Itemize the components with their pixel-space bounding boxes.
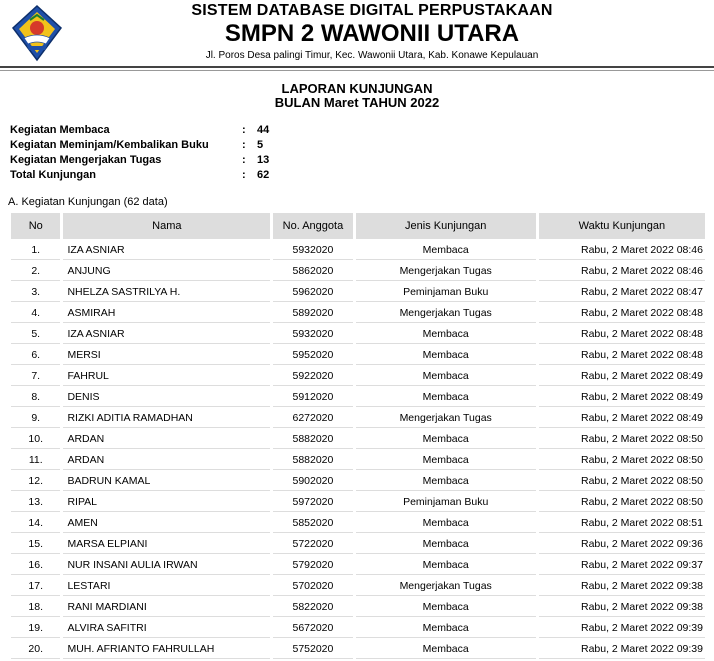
cell-waktu: Rabu, 2 Maret 2022 08:46 xyxy=(539,262,705,281)
table-row xyxy=(11,472,705,491)
cell-nama: ASMIRAH xyxy=(63,304,270,323)
cell-no: 15. xyxy=(11,535,60,554)
cell-jenis: Membaca xyxy=(356,325,536,344)
table-row xyxy=(11,535,705,554)
cell-nama: IZA ASNIAR xyxy=(63,241,270,260)
letterhead xyxy=(0,0,714,66)
cell-anggota: 5972020 xyxy=(273,493,352,512)
report-title: LAPORAN KUNJUNGAN xyxy=(281,81,433,96)
cell-nama: RANI MARDIANI xyxy=(63,598,270,617)
cell-anggota: 5852020 xyxy=(273,514,352,533)
cell-anggota: 5862020 xyxy=(273,262,352,281)
cell-waktu: Rabu, 2 Maret 2022 08:49 xyxy=(539,388,705,407)
cell-jenis: Peminjaman Buku xyxy=(356,493,536,512)
cell-nama: AMEN xyxy=(63,514,270,533)
table-row xyxy=(11,262,705,281)
cell-anggota: 5962020 xyxy=(273,283,352,302)
cell-no: 2. xyxy=(11,262,60,281)
cell-nama: DENIS xyxy=(63,388,270,407)
cell-no: 20. xyxy=(11,640,60,659)
table-row xyxy=(11,556,705,575)
visits-table xyxy=(8,211,708,661)
cell-anggota: 5932020 xyxy=(273,325,352,344)
cell-nama: ALVIRA SAFITRI xyxy=(63,619,270,638)
cell-no: 18. xyxy=(11,598,60,617)
summary-label: Kegiatan Meminjam/Kembalikan Buku xyxy=(10,139,209,151)
table-row xyxy=(11,367,705,386)
cell-waktu: Rabu, 2 Maret 2022 08:48 xyxy=(539,346,705,365)
cell-waktu: Rabu, 2 Maret 2022 08:50 xyxy=(539,493,705,512)
summary-colon: : xyxy=(242,154,246,166)
cell-waktu: Rabu, 2 Maret 2022 08:50 xyxy=(539,451,705,470)
cell-jenis: Mengerjakan Tugas xyxy=(356,577,536,596)
cell-anggota: 5672020 xyxy=(273,619,352,638)
cell-waktu: Rabu, 2 Maret 2022 08:46 xyxy=(539,241,705,260)
table-row xyxy=(11,514,705,533)
cell-nama: MUH. AFRIANTO FAHRULLAH xyxy=(63,640,270,659)
cell-no: 13. xyxy=(11,493,60,512)
cell-jenis: Peminjaman Buku xyxy=(356,283,536,302)
cell-jenis: Mengerjakan Tugas xyxy=(356,409,536,428)
cell-no: 7. xyxy=(11,367,60,386)
cell-waktu: Rabu, 2 Maret 2022 09:38 xyxy=(539,598,705,617)
cell-anggota: 5922020 xyxy=(273,367,352,386)
cell-waktu: Rabu, 2 Maret 2022 09:39 xyxy=(539,619,705,638)
column-header-nama: Nama xyxy=(63,213,270,239)
cell-jenis: Membaca xyxy=(356,514,536,533)
cell-no: 6. xyxy=(11,346,60,365)
school-name: SMPN 2 WAWONII UTARA xyxy=(224,20,520,47)
cell-jenis: Mengerjakan Tugas xyxy=(356,304,536,323)
table-row xyxy=(11,598,705,617)
table-row xyxy=(11,283,705,302)
cell-no: 5. xyxy=(11,325,60,344)
cell-jenis: Membaca xyxy=(356,619,536,638)
cell-waktu: Rabu, 2 Maret 2022 08:48 xyxy=(539,325,705,344)
summary-value: 44 xyxy=(257,124,270,136)
cell-jenis: Membaca xyxy=(356,451,536,470)
cell-no: 9. xyxy=(11,409,60,428)
cell-anggota: 5952020 xyxy=(273,346,352,365)
table-row xyxy=(11,493,705,512)
cell-anggota: 5882020 xyxy=(273,451,352,470)
cell-nama: BADRUN KAMAL xyxy=(63,472,270,491)
cell-no: 19. xyxy=(11,619,60,638)
table-row xyxy=(11,388,705,407)
cell-nama: FAHRUL xyxy=(63,367,270,386)
header-divider xyxy=(0,66,714,68)
cell-nama: NUR INSANI AULIA IRWAN xyxy=(63,556,270,575)
cell-nama: IZA ASNIAR xyxy=(63,325,270,344)
cell-nama: ARDAN xyxy=(63,430,270,449)
cell-nama: RIPAL xyxy=(63,493,270,512)
cell-no: 10. xyxy=(11,430,60,449)
cell-waktu: Rabu, 2 Maret 2022 09:38 xyxy=(539,577,705,596)
cell-waktu: Rabu, 2 Maret 2022 09:36 xyxy=(539,535,705,554)
cell-waktu: Rabu, 2 Maret 2022 08:49 xyxy=(539,409,705,428)
cell-anggota: 5722020 xyxy=(273,535,352,554)
table-row xyxy=(11,451,705,470)
report-period: BULAN Maret TAHUN 2022 xyxy=(274,95,440,110)
table-row xyxy=(11,325,705,344)
cell-anggota: 5702020 xyxy=(273,577,352,596)
cell-anggota: 5932020 xyxy=(273,241,352,260)
cell-waktu: Rabu, 2 Maret 2022 09:37 xyxy=(539,556,705,575)
cell-no: 4. xyxy=(11,304,60,323)
table-row xyxy=(11,241,705,260)
column-header-jenis: Jenis Kunjungan xyxy=(356,213,536,239)
cell-anggota: 6272020 xyxy=(273,409,352,428)
cell-jenis: Membaca xyxy=(356,556,536,575)
cell-jenis: Membaca xyxy=(356,430,536,449)
cell-waktu: Rabu, 2 Maret 2022 08:49 xyxy=(539,367,705,386)
cell-anggota: 5912020 xyxy=(273,388,352,407)
column-header-no: No xyxy=(11,213,60,239)
cell-nama: ANJUNG xyxy=(63,262,270,281)
cell-nama: LESTARI xyxy=(63,577,270,596)
cell-waktu: Rabu, 2 Maret 2022 08:50 xyxy=(539,430,705,449)
school-address: Jl. Poros Desa palingi Timur, Kec. Wawonii Utara, Kab. Konawe Kepulauan xyxy=(205,50,539,61)
cell-no: 1. xyxy=(11,241,60,260)
cell-jenis: Membaca xyxy=(356,346,536,365)
cell-jenis: Membaca xyxy=(356,640,536,659)
cell-nama: RIZKI ADITIA RAMADHAN xyxy=(63,409,270,428)
cell-waktu: Rabu, 2 Maret 2022 08:47 xyxy=(539,283,705,302)
cell-no: 17. xyxy=(11,577,60,596)
cell-no: 8. xyxy=(11,388,60,407)
cell-jenis: Membaca xyxy=(356,388,536,407)
column-header-waktu: Waktu Kunjungan xyxy=(539,213,705,239)
cell-anggota: 5882020 xyxy=(273,430,352,449)
cell-waktu: Rabu, 2 Maret 2022 09:39 xyxy=(539,640,705,659)
summary-label: Kegiatan Mengerjakan Tugas xyxy=(10,154,162,166)
cell-no: 16. xyxy=(11,556,60,575)
cell-jenis: Membaca xyxy=(356,598,536,617)
summary-colon: : xyxy=(242,139,246,151)
cell-nama: MARSA ELPIANI xyxy=(63,535,270,554)
table-header-row xyxy=(11,213,705,239)
table-row xyxy=(11,430,705,449)
cell-jenis: Membaca xyxy=(356,367,536,386)
column-header-anggota: No. Anggota xyxy=(273,213,352,239)
summary-colon: : xyxy=(242,124,246,136)
cell-jenis: Membaca xyxy=(356,472,536,491)
table-row xyxy=(11,619,705,638)
cell-no: 11. xyxy=(11,451,60,470)
table-row xyxy=(11,577,705,596)
cell-jenis: Membaca xyxy=(356,535,536,554)
table-row xyxy=(11,346,705,365)
cell-anggota: 5752020 xyxy=(273,640,352,659)
summary-value: 62 xyxy=(257,169,270,181)
cell-waktu: Rabu, 2 Maret 2022 08:48 xyxy=(539,304,705,323)
cell-nama: MERSI xyxy=(63,346,270,365)
cell-waktu: Rabu, 2 Maret 2022 08:51 xyxy=(539,514,705,533)
cell-nama: ARDAN xyxy=(63,451,270,470)
cell-anggota: 5892020 xyxy=(273,304,352,323)
summary-colon: : xyxy=(242,169,246,181)
cell-nama: NHELZA SASTRILYA H. xyxy=(63,283,270,302)
cell-anggota: 5822020 xyxy=(273,598,352,617)
cell-no: 3. xyxy=(11,283,60,302)
cell-jenis: Mengerjakan Tugas xyxy=(356,262,536,281)
summary-value: 13 xyxy=(257,154,270,166)
table-row xyxy=(11,409,705,428)
section-title: A. Kegiatan Kunjungan (62 data) xyxy=(8,196,168,208)
cell-no: 14. xyxy=(11,514,60,533)
system-title: SISTEM DATABASE DIGITAL PERPUSTAKAAN xyxy=(191,2,553,19)
table-body xyxy=(11,241,705,659)
cell-jenis: Membaca xyxy=(356,241,536,260)
table-row xyxy=(11,304,705,323)
summary-label: Total Kunjungan xyxy=(10,169,96,181)
cell-anggota: 5902020 xyxy=(273,472,352,491)
cell-anggota: 5792020 xyxy=(273,556,352,575)
summary-label: Kegiatan Membaca xyxy=(10,124,110,136)
cell-no: 12. xyxy=(11,472,60,491)
summary-value: 5 xyxy=(257,139,264,151)
header-divider-thin xyxy=(0,70,714,71)
cell-waktu: Rabu, 2 Maret 2022 08:50 xyxy=(539,472,705,491)
